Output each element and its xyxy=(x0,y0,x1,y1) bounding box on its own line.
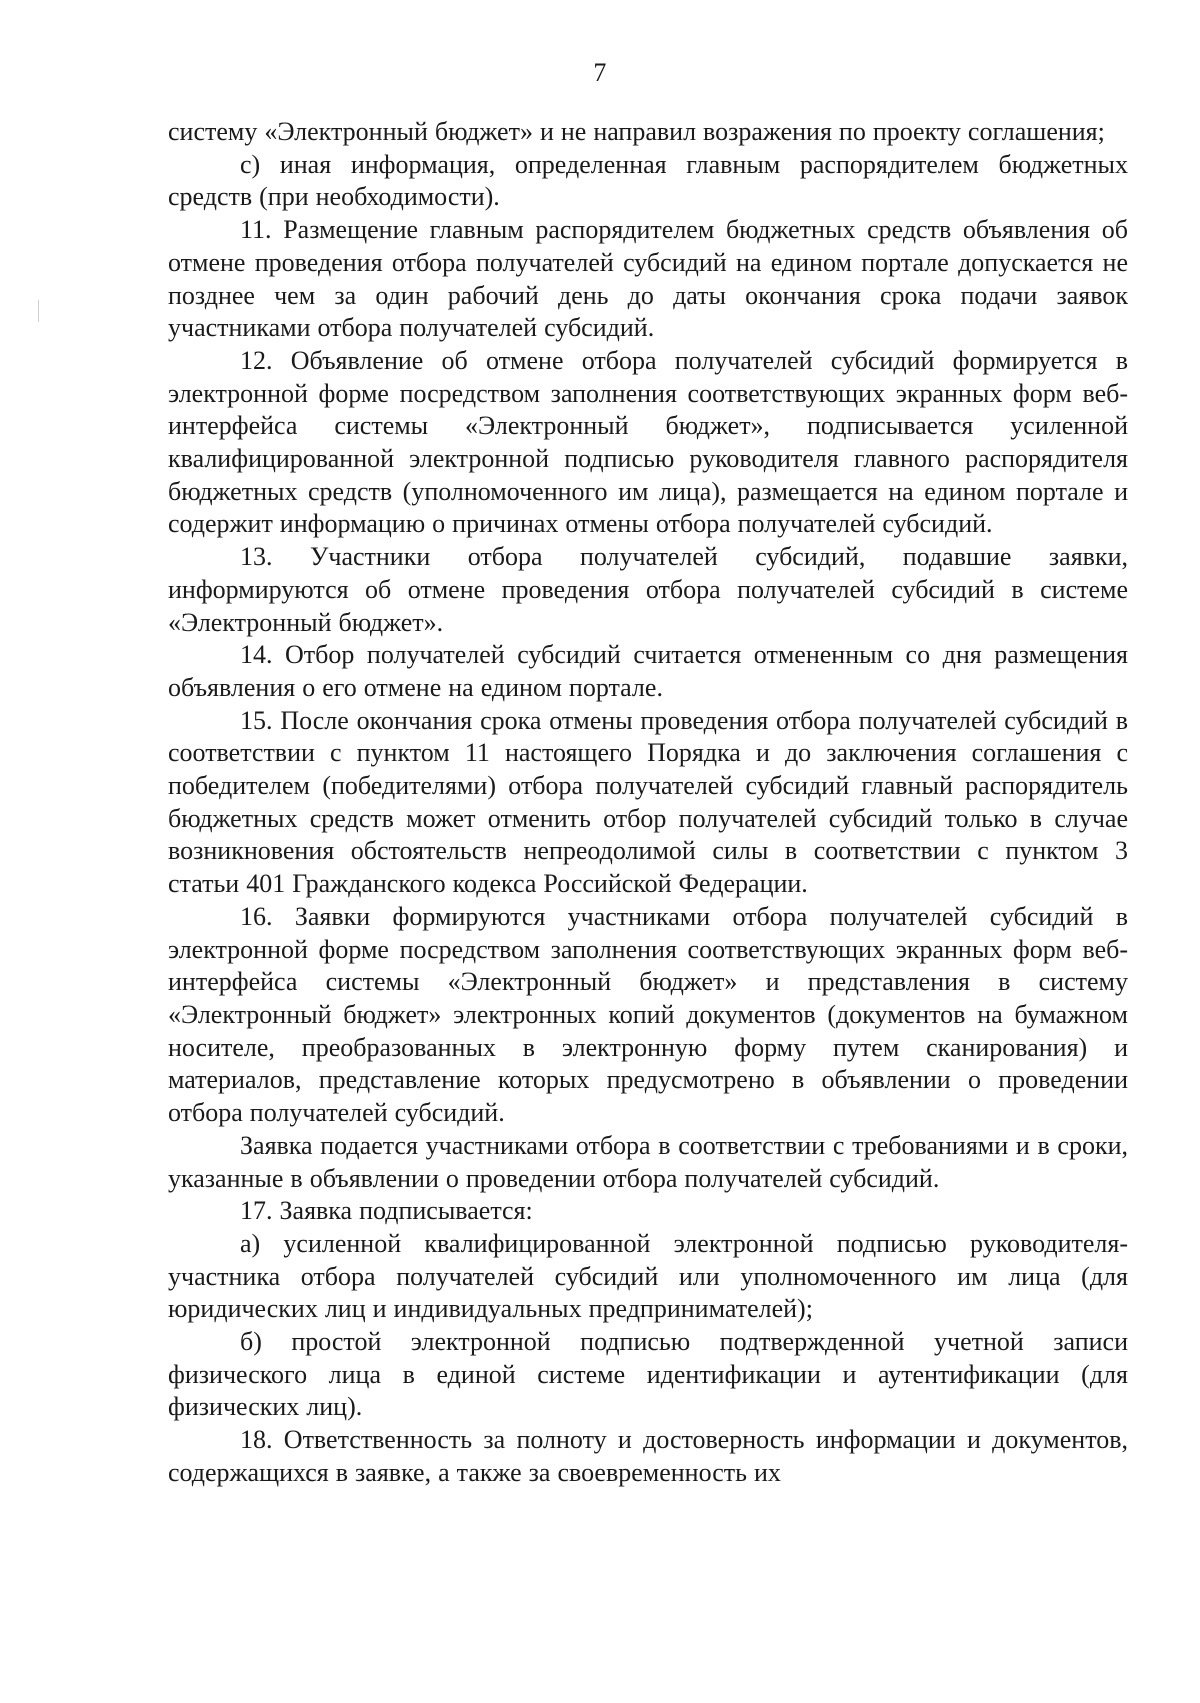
document-body xyxy=(168,116,1128,1490)
paragraph-14: 14. Отбор получателей субсидий считается отмененным со дня размещения объявления о его отмене на едином портале. xyxy=(168,640,1128,702)
paragraph-16: 16. Заявки формируются участниками отбора получателей субсидий в электронной форме посредством заполнения соответствующих экранных форм веб-интерфейса системы «Электронный бюджет» и представления в систему «Электронный бюджет» электронных копий документов (документов на бумажном носителе, преобразованных в электронную форму путем сканирования) и материалов, представление которых предусмотрено в объявлении о проведении отбора получателей субсидий. xyxy=(168,901,1128,1128)
paragraph-15: 15. После окончания срока отмены проведения отбора получателей субсидий в соответствии с пунктом 11 настоящего Порядка и до заключения соглашения с победителем (победителями) отбора получателей субсидий главный распорядитель бюджетных средств может отменить отбор получателей субсидий только в случае возникновения обстоятельств непреодолимой силы в соответствии с пунктом 3 статьи 401 Гражданского кодекса Российской Федерации. xyxy=(168,705,1128,899)
page-number: 7 xyxy=(593,58,607,87)
paragraph-11: 11. Размещение главным распорядителем бюджетных средств объявления об отмене проведения отбора получателей субсидий на едином портале допускается не позднее чем за один рабочий день до даты окончания срока подачи заявок участниками отбора получателей субсидий. xyxy=(168,215,1128,343)
paragraph-13: 13. Участники отбора получателей субсидий, подавшие заявки, информируются об отмене проведения отбора получателей субсидий в системе «Электронный бюджет». xyxy=(168,542,1128,637)
paragraph-continuation: систему «Электронный бюджет» и не направил возражения по проекту соглашения; xyxy=(168,117,1105,146)
paragraph-17-item-b: б) простой электронной подписью подтвержденной учетной записи физического лица в единой системе идентификации и аутентификации (для физических лиц). xyxy=(168,1327,1128,1422)
paragraph-item-c: с) иная информация, определенная главным распорядителем бюджетных средств (при необходимости). xyxy=(168,149,1128,212)
paragraph-12: 12. Объявление об отмене отбора получателей субсидий формируется в электронной форме посредством заполнения соответствующих экранных форм веб-интерфейса системы «Электронный бюджет», подписывается усиленной квалифицированной электронной подписью руководителя главного распорядителя бюджетных средств (уполномоченного им лица), размещается на едином портале и содержит информацию о причинах отмены отбора получателей субсидий. xyxy=(168,345,1128,539)
paragraph-17-item-a: а) усиленной квалифицированной электронной подписью руководителя-участника отбора получателей субсидий или уполномоченного им лица (для юридических лиц и индивидуальных предпринимателей); xyxy=(168,1228,1128,1324)
paragraph-16-application-terms: Заявка подается участниками отбора в соответствии с требованиями и в сроки, указанные в объявлении о проведении отбора получателей субсидий. xyxy=(168,1130,1128,1193)
paragraph-18: 18. Ответственность за полноту и достоверность информации и документов, содержащихся в заявке, а также за своевременность их xyxy=(168,1425,1128,1487)
scan-margin-mark xyxy=(38,300,39,322)
paragraph-17: 17. Заявка подписывается: xyxy=(240,1196,533,1226)
